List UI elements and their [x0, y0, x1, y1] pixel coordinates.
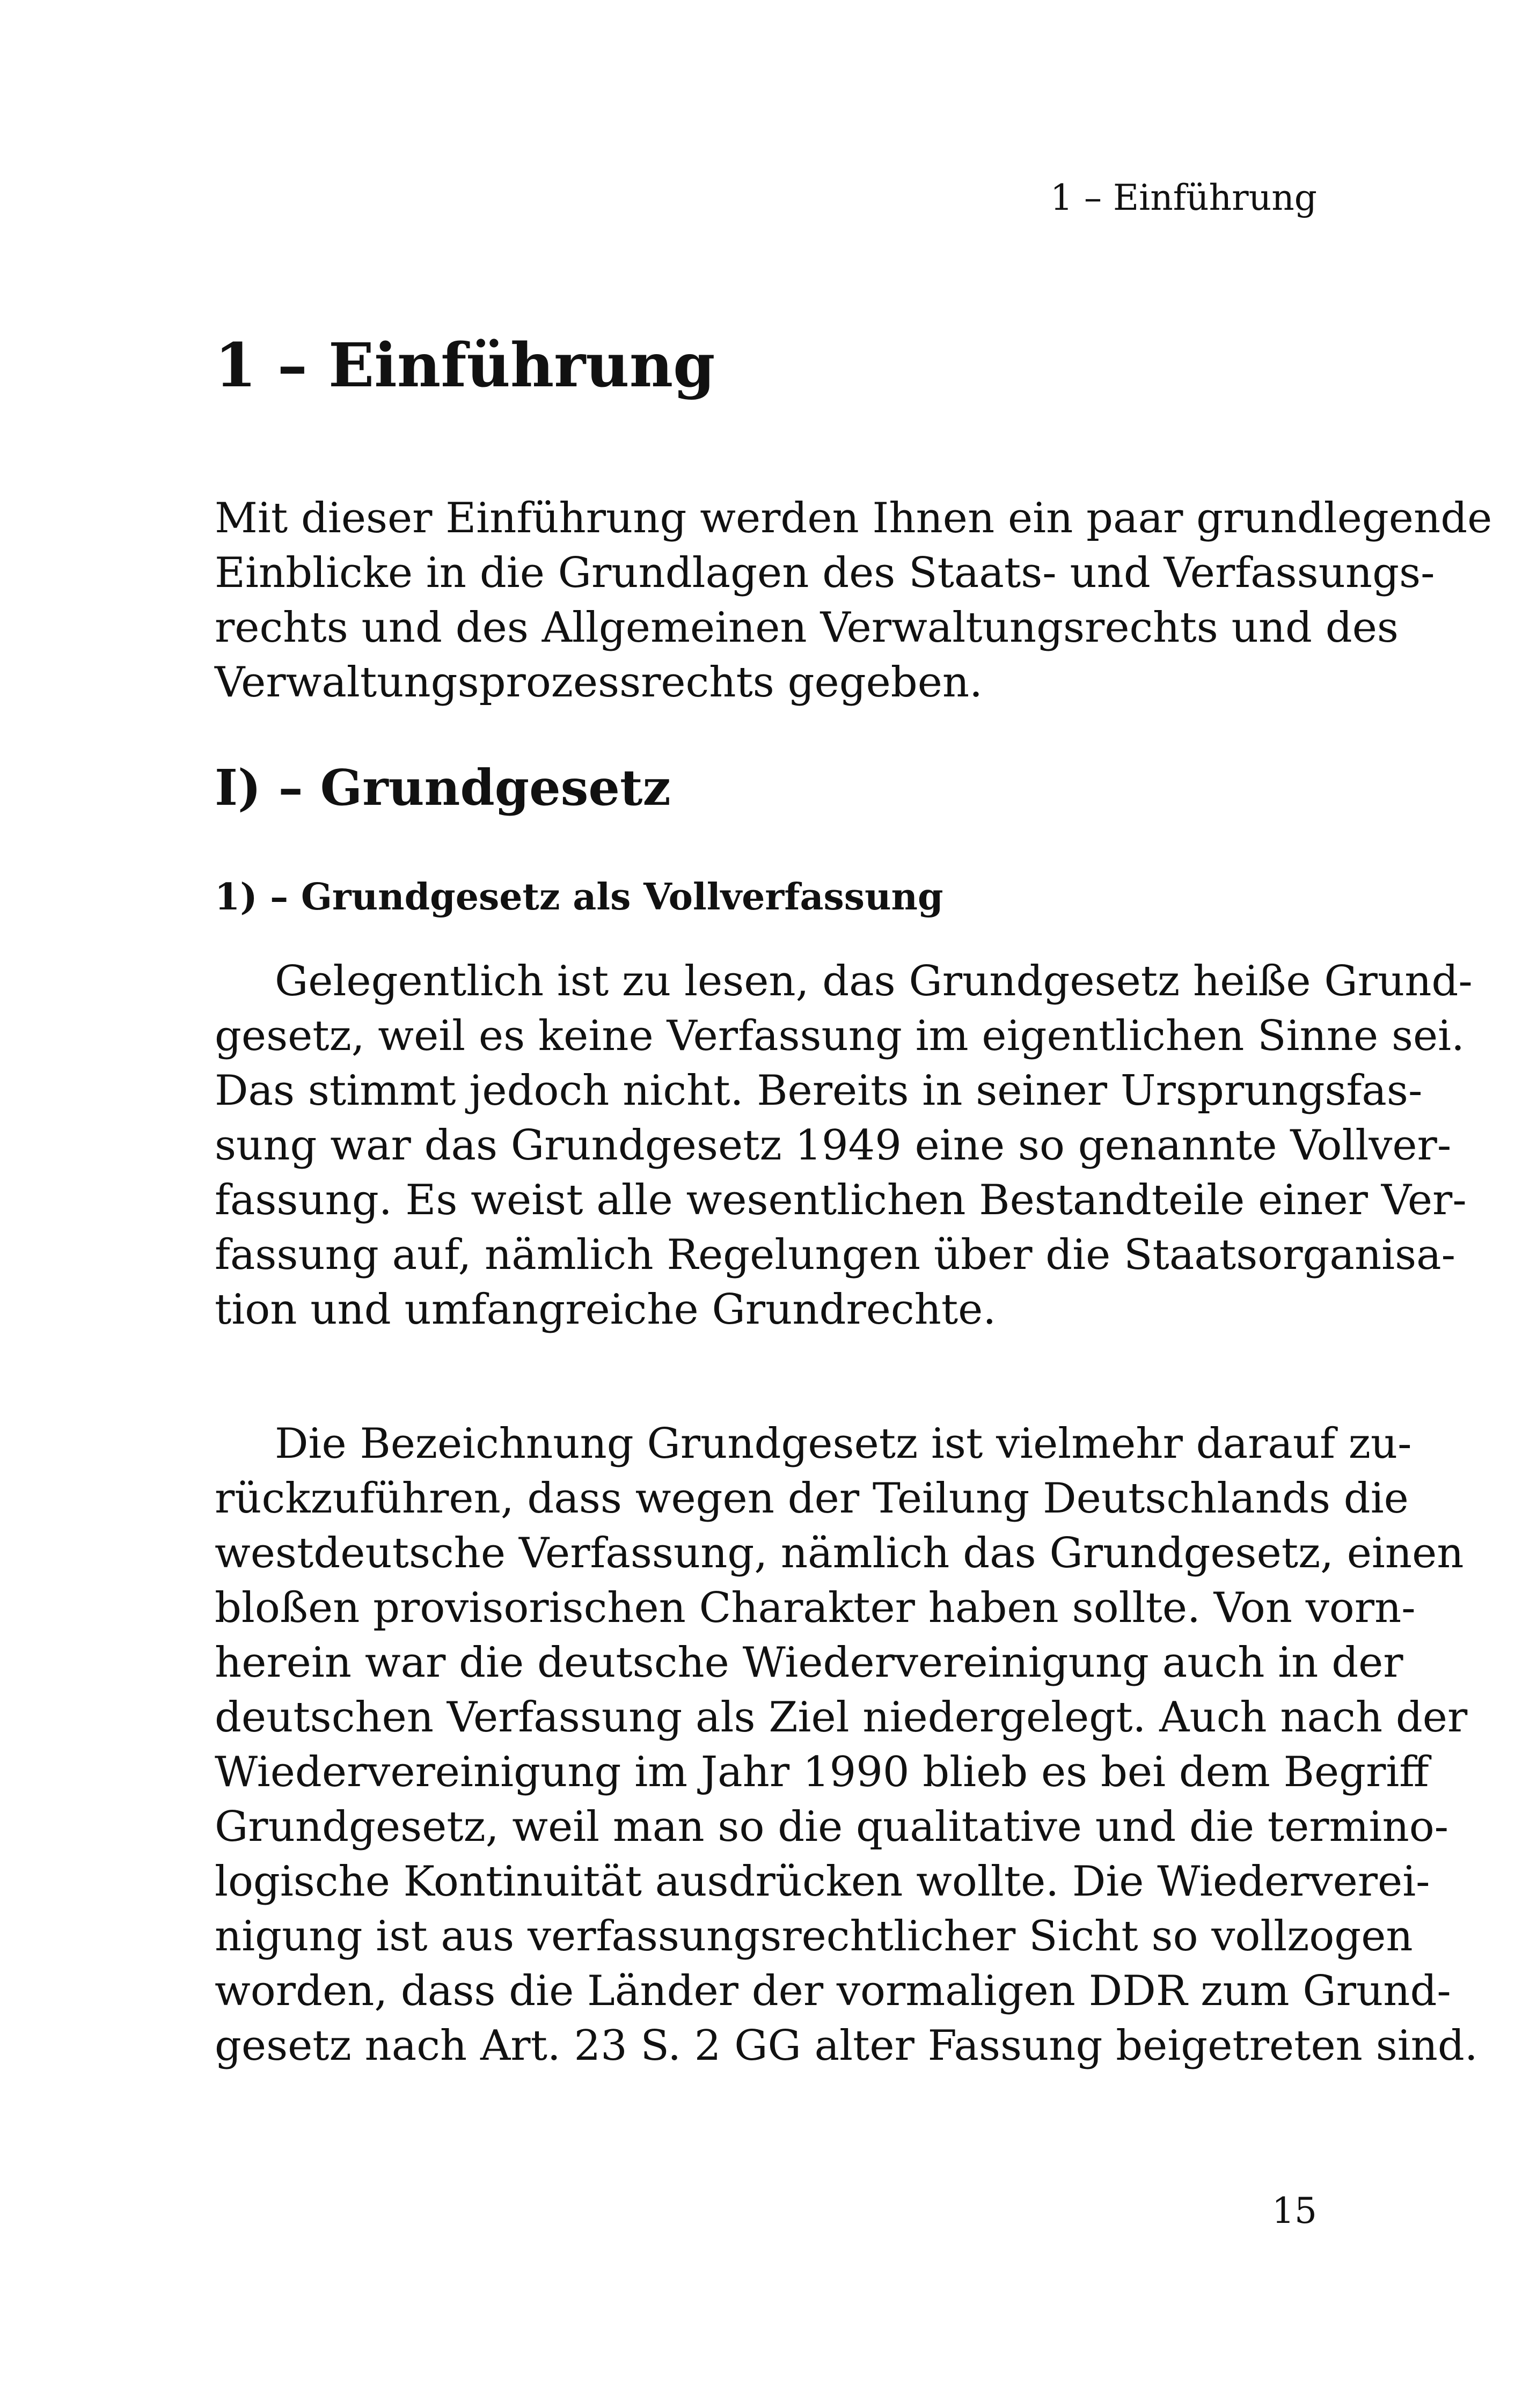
text-line: gesetz, weil es keine Verfassung im eigentlichen Sinne sei. — [215, 1012, 1465, 1060]
text-line: westdeutsche Verfassung, nämlich das Grundgesetz, einen — [215, 1529, 1464, 1577]
body-paragraph-2 — [215, 1416, 1478, 2073]
text-line: herein war die deutsche Wiedervereinigung auch in der — [215, 1639, 1403, 1687]
text-line: sung war das Grundgesetz 1949 eine so genannte Vollver- — [215, 1121, 1452, 1170]
text-line: nigung ist aus verfassungsrechtlicher Sicht so vollzogen — [215, 1912, 1413, 1961]
intro-paragraph — [215, 491, 1492, 710]
text-line: logische Kontinuität ausdrücken wollte. Die Wiederverei- — [215, 1858, 1430, 1906]
text-line: fassung. Es weist alle wesentlichen Bestandteile einer Ver- — [215, 1176, 1467, 1224]
text-line: fassung auf, nämlich Regelungen über die Staatsorganisa- — [215, 1231, 1456, 1279]
text-line: deutschen Verfassung als Ziel niedergelegt. Auch nach der — [215, 1693, 1468, 1742]
text-line: Gelegentlich ist zu lesen, das Grundgesetz heiße Grund- — [275, 957, 1473, 1005]
body-paragraph-1 — [215, 954, 1473, 1337]
text-line: Grundgesetz, weil man so die qualitative und die termino- — [215, 1803, 1449, 1851]
text-line: bloßen provisorischen Charakter haben sollte. Von vorn- — [215, 1584, 1416, 1632]
text-line: Verwaltungsprozessrechts gegeben. — [215, 658, 983, 707]
text-line: Wiedervereinigung im Jahr 1990 blieb es bei dem Begriff — [215, 1748, 1429, 1796]
text-line: worden, dass die Länder der vormaligen DDR zum Grund- — [215, 1967, 1451, 2015]
page-number: 15 — [1272, 2190, 1317, 2231]
text-line: Die Bezeichnung Grundgesetz ist vielmehr darauf zu- — [275, 1420, 1412, 1468]
running-head: 1 – Einführung — [1050, 177, 1317, 218]
text-line: Mit dieser Einführung werden Ihnen ein paar grundlegende — [215, 494, 1492, 542]
subsection-title: 1) – Grundgesetz als Vollverfassung — [215, 876, 943, 919]
text-line: gesetz nach Art. 23 S. 2 GG alter Fassung beigetreten sind. — [215, 2022, 1478, 2070]
text-line: Das stimmt jedoch nicht. Bereits in seiner Ursprungsfas- — [215, 1067, 1423, 1115]
text-line: rückzuführen, dass wegen der Teilung Deutschlands die — [215, 1474, 1409, 1523]
text-line: Einblicke in die Grundlagen des Staats- und Verfassungs- — [215, 549, 1435, 597]
text-line: tion und umfangreiche Grundrechte. — [215, 1286, 997, 1334]
section-title: I) – Grundgesetz — [215, 759, 671, 817]
text-line: rechts und des Allgemeinen Verwaltungsrechts und des — [215, 604, 1399, 652]
chapter-title: 1 – Einführung — [215, 331, 715, 401]
